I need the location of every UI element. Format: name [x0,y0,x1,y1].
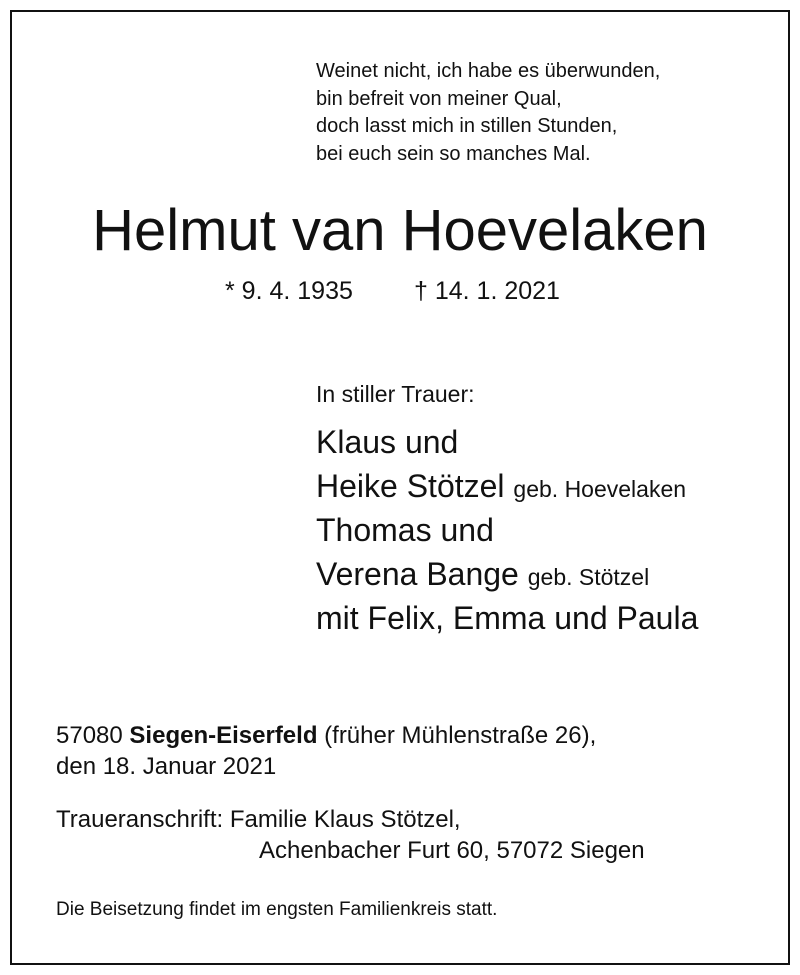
mourner-line: Thomas und [316,512,494,548]
address-name: Familie Klaus Stötzel, [229,806,461,833]
notice-date: den 18. Januar 2021 [56,753,277,780]
mourner-line [316,552,698,596]
mourner-name: Verena Bange [316,556,519,592]
mourner-line: mit Felix, Emma und Paula [316,600,699,636]
birth-name-note: geb. Stötzel [527,564,650,590]
birth-date: * 9. 4. 1935 [225,277,353,305]
town: Siegen-Eiserfeld [129,722,318,749]
verse-line: bei euch sein so manches Mal. [316,142,591,165]
verse-line: bin befreit von meiner Qual, [316,87,562,110]
address-line [56,804,645,835]
mourning-label: In stiller Trauer: [316,381,475,407]
deceased-name: Helmut van Hoevelaken [92,198,708,263]
address-street: Achenbacher Furt 60, 57072 Siegen [259,837,645,864]
mourning-address [56,804,645,866]
burial-note: Die Beisetzung findet im engsten Familienkreis statt. [56,899,498,920]
verse-line: Weinet nicht, ich habe es überwunden, [316,60,661,82]
mourner-line [316,464,698,508]
address-label: Traueranschrift: [56,806,224,833]
place-and-date [56,720,596,782]
mourner-line: Klaus und [316,424,459,460]
death-date: † 14. 1. 2021 [414,277,560,305]
postcode: 57080 [56,722,123,749]
place-line [56,720,596,751]
former-address: (früher Mühlenstraße 26), [324,722,597,749]
mourner-name: Heike Stötzel [316,468,505,504]
mourners-list [316,420,698,640]
verse [316,58,660,168]
verse-line: doch lasst mich in stillen Stunden, [316,115,618,137]
birth-name-note: geb. Hoevelaken [513,476,687,502]
